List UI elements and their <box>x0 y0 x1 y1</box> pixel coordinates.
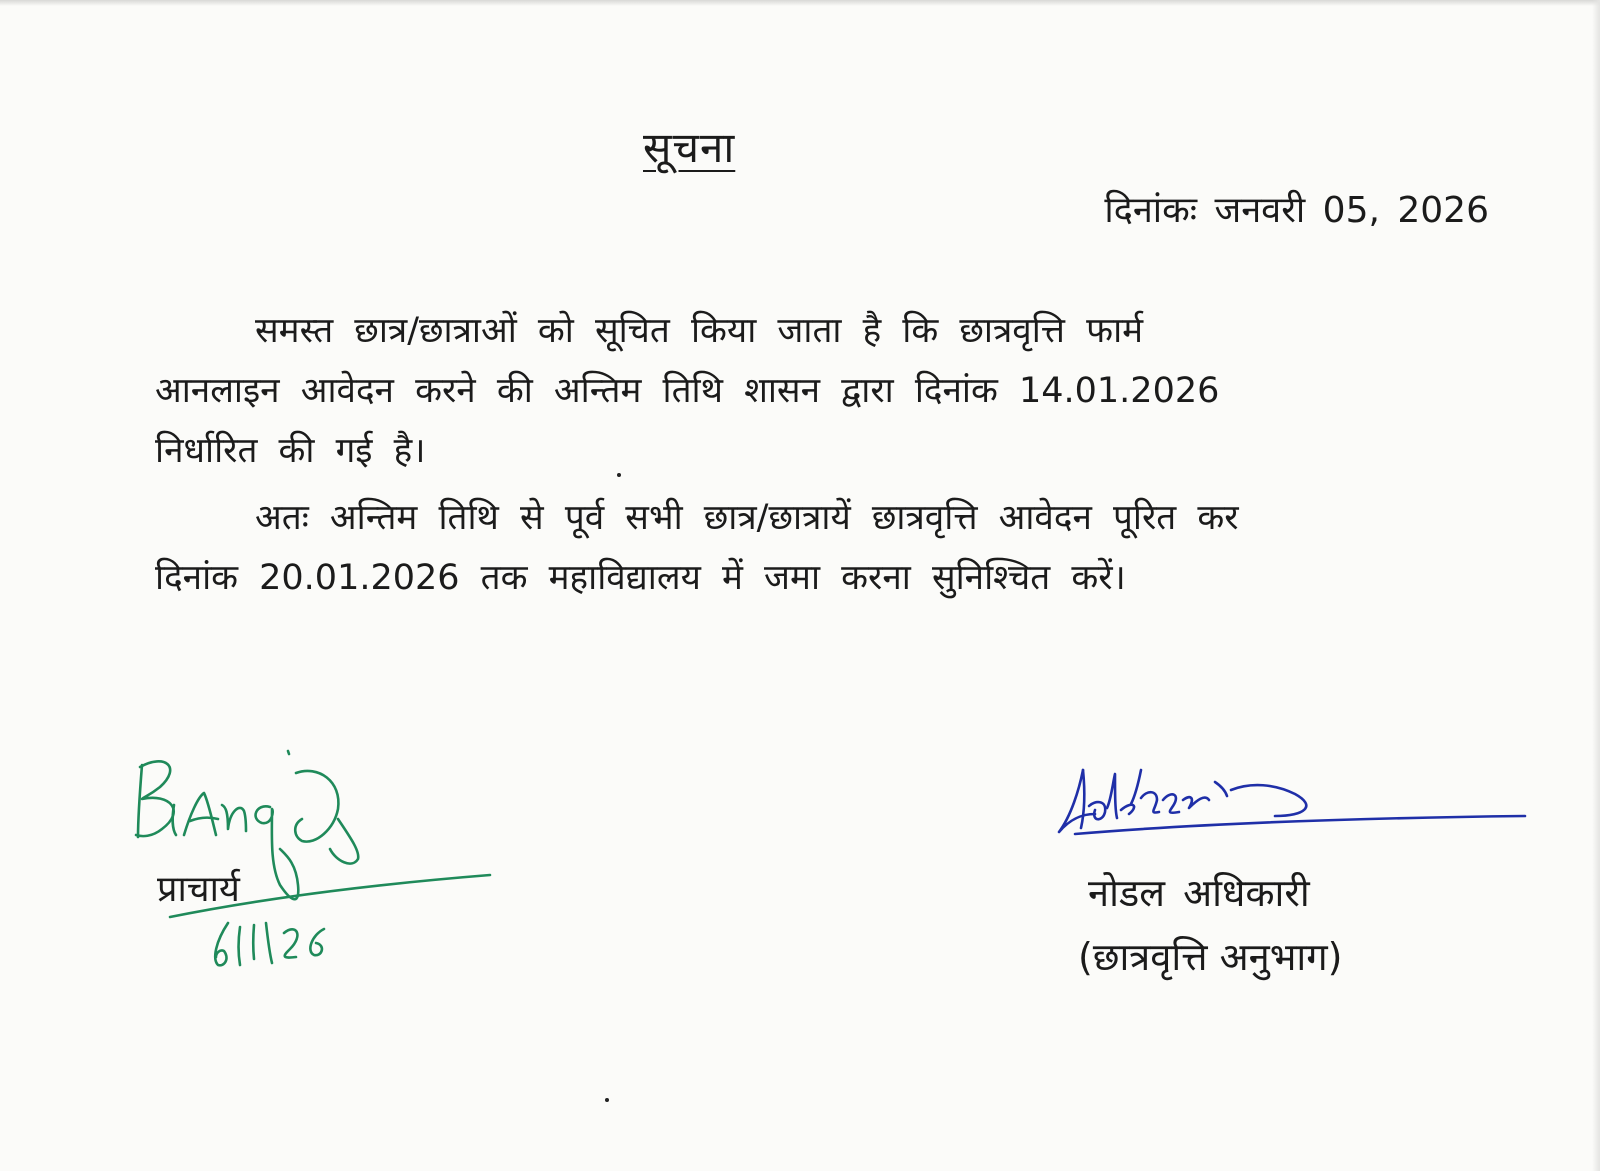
nodal-officer-signature <box>1055 760 1535 870</box>
notice-paragraph-2 <box>155 488 1495 608</box>
nodal-officer-label: नोडल अधिकारी <box>1088 871 1310 915</box>
scan-edge-right <box>1592 0 1600 1171</box>
paragraph-2-line-2: दिनांक 20.01.2026 तक महाविद्यालय में जमा करना सुनिश्चित करें। <box>155 558 1126 598</box>
ink-speck <box>605 1098 609 1102</box>
notice-date: दिनांकः जनवरी 05, 2026 <box>1104 190 1489 231</box>
notice-paragraph-1 <box>155 301 1495 481</box>
scholarship-section-label: (छात्रवृत्ति अनुभाग) <box>1078 935 1343 979</box>
paragraph-1-line-1: समस्त छात्र/छात्राओं को सूचित किया जाता है कि छात्रवृत्ति फार्म <box>255 311 1144 351</box>
paragraph-2-line-1: अतः अन्तिम तिथि से पूर्व सभी छात्र/छात्रायें छात्रवृत्ति आवेदन पूरित कर <box>255 498 1239 538</box>
scan-edge-top <box>0 0 1600 6</box>
ink-speck <box>617 473 621 477</box>
paragraph-1-line-2: आनलाइन आवेदन करने की अन्तिम तिथि शासन द्वारा दिनांक 14.01.2026 <box>155 371 1220 411</box>
notice-title: सूचना <box>643 123 736 172</box>
principal-label: प्राचार्य <box>157 869 240 910</box>
paragraph-1-line-3: निर्धारित की गई है। <box>155 431 426 471</box>
